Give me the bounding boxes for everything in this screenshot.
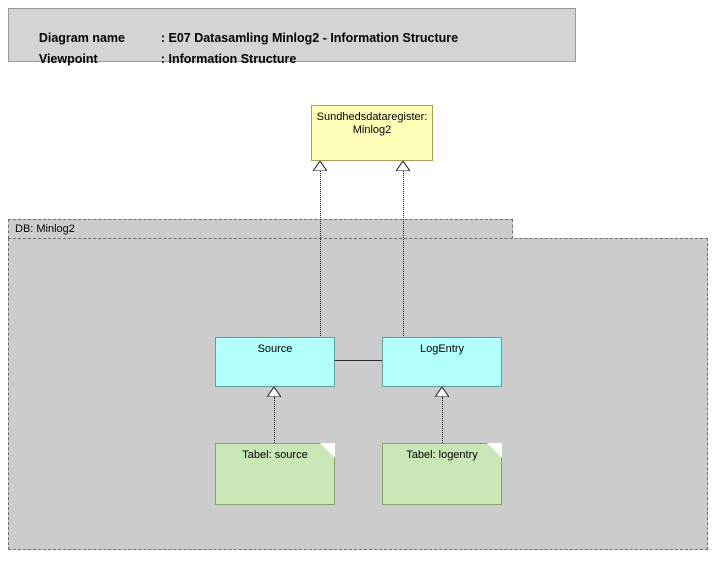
node-logentry-label: LogEntry	[419, 343, 465, 355]
node-logentry[interactable]	[382, 337, 502, 387]
header-viewpoint-line	[18, 38, 296, 80]
node-sundhedsdataregister[interactable]	[311, 105, 433, 161]
node-sundhedsdataregister-label: Sundhedsdataregister: Minlog2	[316, 111, 428, 136]
arrowhead-source-to-registry	[313, 161, 327, 171]
connector-tabel-logentry-to-logentry	[442, 397, 443, 443]
arrowhead-tabel-logentry-to-logentry	[435, 387, 449, 397]
connector-source-to-registry	[320, 171, 321, 338]
node-source-label: Source	[257, 343, 293, 355]
header-viewpoint-value: Information Structure	[168, 52, 297, 66]
header-diagram-name-value: E07 Datasamling Minlog2 - Information Structure	[168, 31, 459, 45]
node-source[interactable]	[215, 337, 335, 387]
diagram-header	[8, 8, 576, 66]
artifact-fold-icon	[487, 443, 502, 458]
artifact-fold-icon	[320, 443, 335, 458]
arrowhead-logentry-to-registry	[396, 161, 410, 171]
node-tabel-logentry[interactable]	[382, 443, 502, 505]
grouping-db-tab	[8, 219, 513, 239]
node-tabel-logentry-label: Tabel: logentry	[406, 449, 478, 461]
connector-source-logentry-association	[334, 360, 383, 361]
header-diagram-name-label: Diagram name	[38, 31, 125, 45]
header-diagram-name-separator: :	[160, 31, 169, 45]
connector-tabel-source-to-source	[274, 397, 275, 443]
node-tabel-source-label: Tabel: source	[242, 449, 308, 461]
grouping-db-label: DB: Minlog2	[15, 223, 75, 235]
arrowhead-tabel-source-to-source	[267, 387, 281, 397]
grouping-db-body	[8, 238, 708, 550]
header-viewpoint-separator: :	[160, 52, 169, 66]
connector-logentry-to-registry	[403, 171, 404, 338]
node-tabel-source[interactable]	[215, 443, 335, 505]
header-viewpoint-label: Viewpoint	[38, 52, 98, 66]
